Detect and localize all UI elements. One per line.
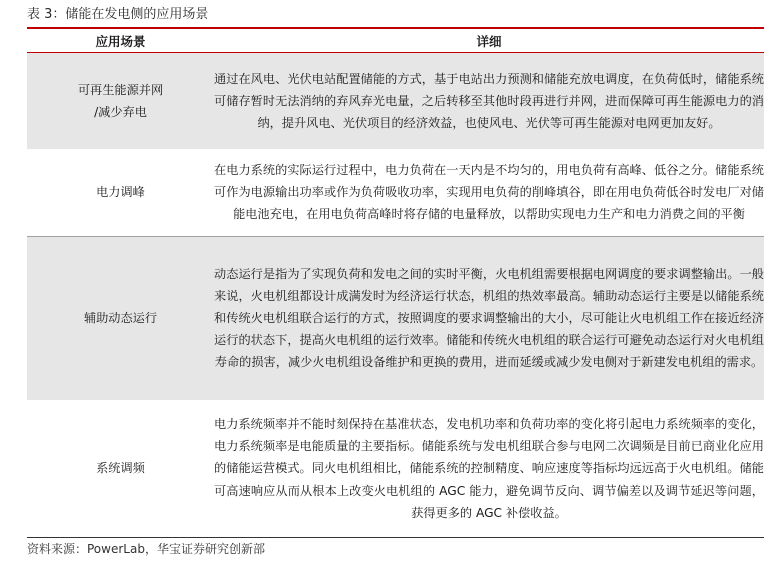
detail-cell: 在电力系统的实际运行过程中，电力负荷在一天内是不均匀的，用电负荷有高峰、低谷之分。储能系统可作为电源输出功率或作为负荷吸收功率，实现用电负荷的削峰填谷，即在用电负荷低谷时发电厂对储能电池充电，在用电负荷高峰时将存储的电量释放，以帮助实现电力生产和电力消费之间的平衡 (214, 149, 764, 237)
source-note: 资料来源：PowerLab，华宝证券研究创新部 (27, 542, 265, 556)
scene-label: 电力调峰 (96, 185, 145, 200)
table-row (27, 53, 764, 149)
scene-cell (27, 237, 214, 400)
bottom-rule (27, 537, 764, 538)
table-row (27, 400, 764, 538)
scene-cell (27, 149, 214, 237)
header-scene: 应用场景 (27, 29, 214, 53)
scene-label: 系统调频 (96, 461, 145, 476)
scene-cell (27, 400, 214, 538)
detail-cell: 动态运行是指为了实现负荷和发电之间的实时平衡，火电机组需要根据电网调度的要求调整输出。一般来说，火电机组都设计成满发时为经济运行状态，机组的热效率最高。辅助动态运行主要是以储能系统和传统火电机组联合运行的方式，按照调度的要求调整输出的大小，尽可能让火电机组工作在接近经济运行的状态下，提高火电机组的运行效率。储能和传统火电机组的联合运行可避免动态运行对火电机组寿命的损害，减少火电机组设备维护和更换的费用，进而延缓或减少发电侧对于新建发电机组的需求。 (214, 237, 764, 400)
scene-label: 辅助动态运行 (83, 311, 158, 326)
scene-label: 可再生能源并网 (77, 82, 164, 97)
detail-cell: 电力系统频率并不能时刻保持在基准状态，发电机功率和负荷功率的变化将引起电力系统频率的变化，电力系统频率是电能质量的主要指标。储能系统与发电机组联合参与电网二次调频是目前已商业化应用的储能运营模式。同火电机组相比，储能系统的控制精度、响应速度等指标均远远高于火电机组。储能可高速响应从而从根本上改变火电机组的 AGC 能力，避免调节反向、调节偏差以及调节延迟等问题，获得更多的 AGC 补偿收益。 (214, 417, 764, 520)
scene-cell (27, 53, 214, 149)
table-header-row (27, 29, 764, 53)
table-caption-bar (27, 4, 764, 26)
table-title: 表 3：储能在发电侧的应用场景 (27, 7, 209, 22)
application-scenarios-table (27, 29, 764, 538)
table-row (27, 149, 764, 237)
table-row (27, 237, 764, 400)
header-detail: 详细 (214, 29, 764, 53)
scene-label-line2: /减少弃电 (94, 104, 147, 119)
detail-cell: 通过在风电、光伏电站配置储能的方式，基于电站出力预测和储能充放电调度，在负荷低时，储能系统可储存暂时无法消纳的弃风弃光电量，之后转移至其他时段再进行并网，进而保障可再生能源电力的消纳，提升风电、光伏项目的经济效益，也使风电、光伏等可再生能源对电网更加友好。 (214, 53, 764, 149)
